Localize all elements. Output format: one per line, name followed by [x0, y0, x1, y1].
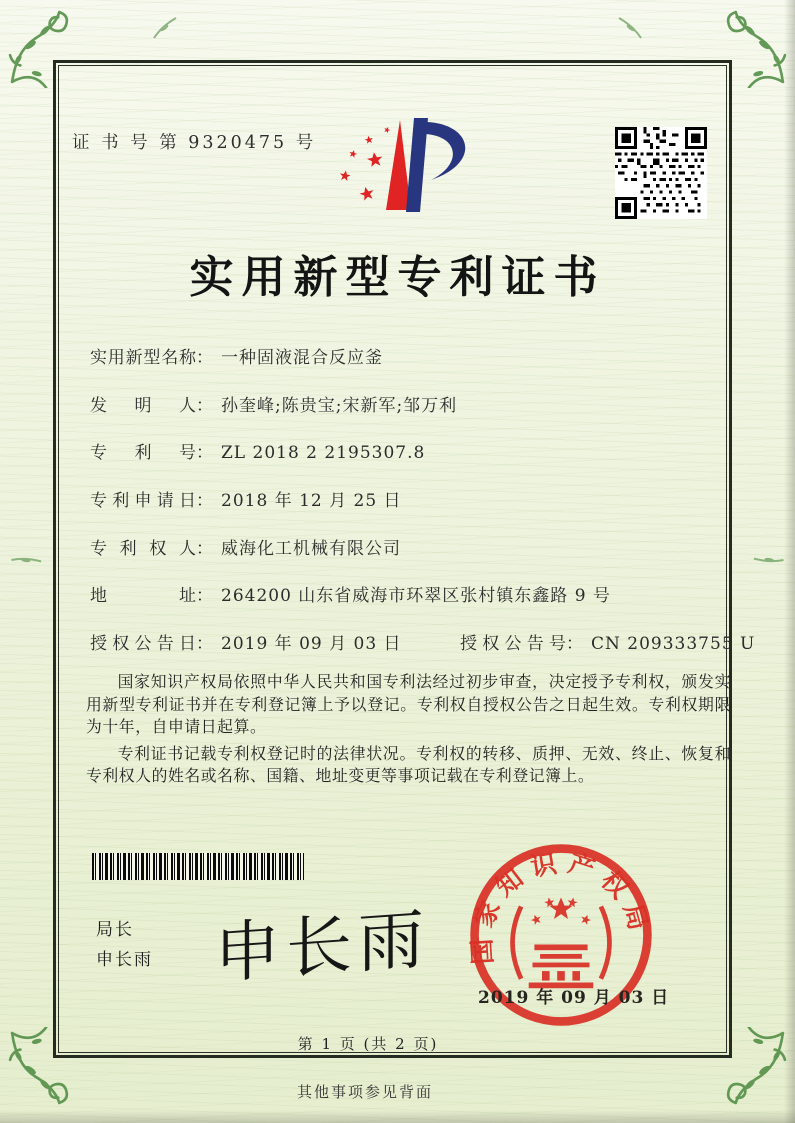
- barcode: [92, 853, 304, 880]
- field-colon: ：: [196, 348, 213, 368]
- cnipa-logo-icon: [331, 114, 489, 216]
- legal-paragraph: 专利证书记载专利权登记时的法律状况。专利权的转移、质押、无效、终止、恢复和专利权人的姓名或名称、国籍、地址变更等事项记载在专利登记簿上。: [86, 743, 731, 785]
- edge-sprig-icon: [747, 539, 789, 581]
- field-label: 授权公告号: [460, 634, 566, 654]
- field-row-address: [90, 581, 611, 606]
- signer-name: 申长雨: [96, 950, 153, 970]
- field-label: 实用新型名称: [90, 348, 196, 368]
- field-value: 孙奎峰;陈贵宝;宋新军;邹万利: [221, 396, 458, 416]
- certificate-title: 实用新型专利证书: [189, 252, 606, 303]
- qr-code-icon: [615, 127, 707, 219]
- handwritten-signature: 申长雨: [214, 900, 430, 993]
- field-value: ZL 2018 2 2195307.8: [221, 443, 426, 463]
- field-colon: ：: [566, 634, 583, 654]
- field-row-patentee: [90, 534, 401, 559]
- legal-text-block: [86, 671, 731, 792]
- signer-role: 局长: [96, 920, 134, 940]
- field-label: 专利权人: [90, 539, 196, 559]
- field-colon: ：: [196, 634, 213, 654]
- edge-sprig-icon: [150, 12, 180, 42]
- field-value: 威海化工机械有限公司: [221, 539, 401, 559]
- field-value: 一种固液混合反应釜: [221, 348, 383, 368]
- field-label: 地址: [90, 586, 196, 606]
- seal-date: 2019 年 09 月 03 日: [478, 988, 670, 1008]
- page-number: 第 1 页 (共 2 页): [297, 1035, 439, 1053]
- certificate-number: 证 书 号 第 9320475 号: [72, 133, 317, 153]
- edge-sprig-icon: [615, 12, 645, 42]
- field-value: 2018 年 12 月 25 日: [221, 491, 402, 511]
- scan-shadow-bottom: [0, 1110, 795, 1123]
- signer-block: [96, 915, 153, 975]
- scan-shadow-right: [784, 0, 795, 1123]
- field-colon: ：: [196, 586, 213, 606]
- field-row-patent-number: [90, 438, 425, 463]
- seal-text: 国家知识产权局: [466, 847, 656, 966]
- back-side-note: 其他事项参见背面: [296, 1083, 433, 1101]
- field-label: 授权公告日: [90, 634, 196, 654]
- legal-paragraph: 国家知识产权局依照中华人民共和国专利法经过初步审查，决定授予专利权，颁发实用新型专利证书并在专利登记簿上予以登记。专利权自授权公告之日起生效。专利权期限为十年，自申请日起算。: [86, 672, 731, 736]
- field-colon: ：: [196, 539, 213, 559]
- field-label: 专利号: [90, 443, 196, 463]
- field-value: 2019 年 09 月 03 日: [221, 634, 402, 654]
- field-row-grant: [90, 629, 756, 654]
- field-label: 发明人: [90, 396, 196, 416]
- field-row-name: [90, 343, 383, 368]
- field-colon: ：: [196, 396, 213, 416]
- field-row-inventor: [90, 391, 457, 416]
- field-colon: ：: [196, 443, 213, 463]
- edge-sprig-icon: [6, 539, 48, 581]
- field-value: CN 209333755 U: [591, 634, 756, 654]
- field-group-grant-number: [460, 629, 755, 654]
- field-value: 264200 山东省威海市环翠区张村镇东鑫路 9 号: [221, 586, 611, 606]
- field-label: 专利申请日: [90, 491, 196, 511]
- field-row-filing-date: [90, 486, 402, 511]
- field-colon: ：: [196, 491, 213, 511]
